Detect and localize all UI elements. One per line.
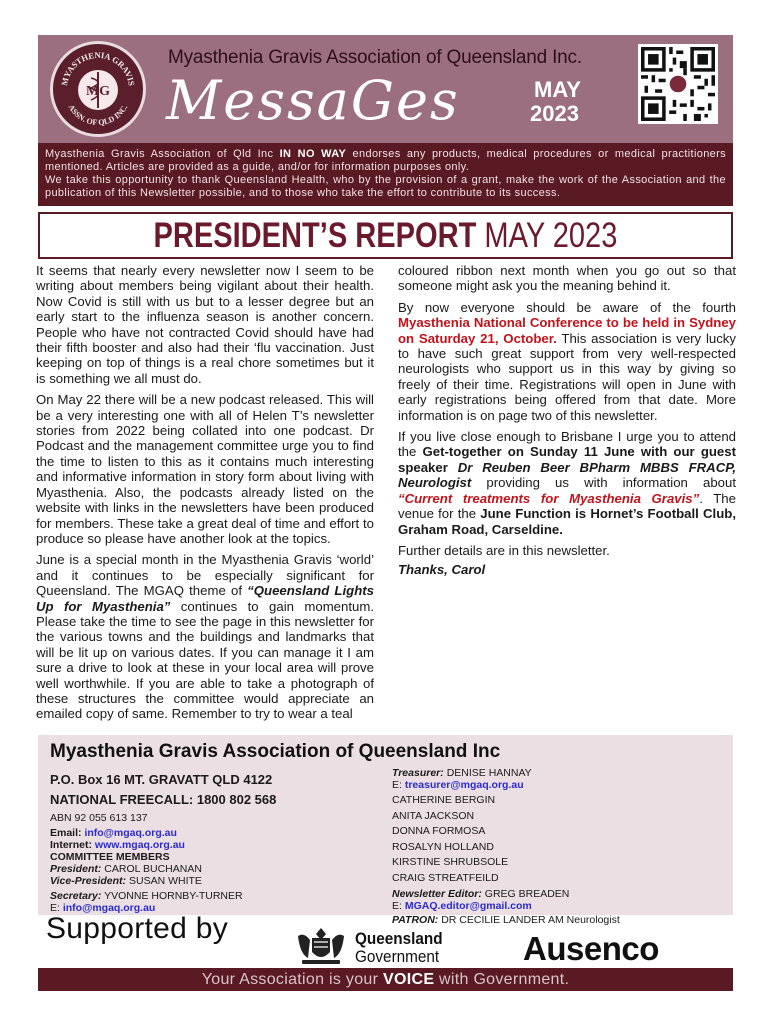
internet-line: Internet: www.mgaq.org.au <box>50 839 185 851</box>
ausenco-logo: Ausenco <box>523 930 659 967</box>
queensland-government-subtitle: Government <box>355 947 440 966</box>
president-line: President: CAROL BUCHANAN <box>50 863 202 875</box>
issue-month: MAY <box>534 77 581 102</box>
page-title: PRESIDENT’S REPORT MAY 2023 <box>153 216 618 255</box>
seal-text-top: MYASTHENIA GRAVIS <box>59 49 137 87</box>
contact-heading: Myasthenia Gravis Association of Queensland Inc <box>50 741 501 762</box>
committee-member: ROSALYN HOLLAND <box>392 840 494 853</box>
po-box: P.O. Box 16 MT. GRAVATT QLD 4122 <box>50 772 273 787</box>
secretary-line: Secretary: YVONNE HORNBY-TURNER <box>50 890 243 902</box>
committee-member: DONNA FORMOSA <box>392 825 486 837</box>
article-column-left <box>36 263 374 722</box>
email-link[interactable]: info@mgaq.org.au <box>84 827 177 839</box>
queensland-government-logo: Queensland <box>355 929 443 948</box>
supported-by: Supported by <box>46 912 229 945</box>
article-paragraph: It seems that nearly every newsletter now I seem to be writing about members being vigilant about their health. Now Covid is still with us but to a lesser degree but an early start to the influenza season is another concern. People who have not contracted Covid should have had their fifth booster and also had their ‘flu vaccination. Just keeping on top of things is a real chore sometimes but it is something we all must do. <box>36 263 374 386</box>
secretary-email-line: E: info@mgaq.org.au <box>50 902 156 914</box>
article-paragraph: June is a special month in the Myasthenia Gravis ‘world’ and it continues to be especially significant for Queensland. The MGAQ theme of “Queensland Lights Up for Myasthenia” continues to gain momentum. Please take the time to see the page in this newsletter for the various towns and the buildings and landmarks that will be lit up on various dates. If you can manage it I am sure a drive to look at these in your local area will prove well worthwhile. If you are able to take a photograph of these structures the committee would appreciate an emailed copy of same. Remember to try to wear a teal <box>36 552 374 722</box>
seal-monogram: MG <box>85 84 111 99</box>
email-line: Email: info@mgaq.org.au <box>50 827 177 839</box>
website-link[interactable]: www.mgaq.org.au <box>94 839 185 851</box>
patron-line: PATRON: DR CECILIE LANDER AM Neurologist <box>392 914 620 926</box>
queensland-crest-icon <box>292 924 350 968</box>
article-paragraph: By now everyone should be aware of the fourth Myasthenia National Conference to be held in Sydney on Saturday 21, October. This association is very lucky to have such great support from very well-respected neurologists who support us in this way by giving so freely of their time. Registrations will open in June with early registrations being offered from that date. More information is on page two of this newsletter. <box>398 299 736 423</box>
article-paragraph: Further details are in this newsletter. <box>398 542 610 558</box>
org-title: Myasthenia Gravis Association of Queensland Inc. <box>168 47 582 68</box>
contact-box <box>38 735 733 926</box>
disclaimer-band <box>38 143 733 206</box>
editor-email-line: E: MGAQ.editor@gmail.com <box>392 900 532 912</box>
editor-email-link[interactable]: MGAQ.editor@gmail.com <box>404 900 532 912</box>
qr-code-icon[interactable] <box>638 44 718 124</box>
article-paragraph-continued: coloured ribbon next month when you go out so that someone might ask you the meaning behind it. <box>398 263 736 294</box>
article-column-right <box>398 263 736 584</box>
seal-text-bottom: ASSN. OF QLD INC. <box>66 103 130 128</box>
committee-heading: COMMITTEE MEMBERS <box>50 851 170 863</box>
contact-right <box>392 767 722 926</box>
treasurer-email-line: E: treasurer@mgaq.org.au <box>392 779 524 791</box>
signoff: Thanks, Carol <box>398 562 486 578</box>
footer-banner: Your Association is your VOICE with Government. <box>38 968 733 991</box>
treasurer-line: Treasurer: DENISE HANNAY <box>392 767 532 779</box>
masthead <box>38 35 733 143</box>
freecall: NATIONAL FREECALL: 1800 802 568 <box>50 792 277 807</box>
committee-member: CATHERINE BERGIN <box>392 794 496 806</box>
treasurer-email-link[interactable]: treasurer@mgaq.org.au <box>404 779 524 791</box>
contact-left <box>50 767 380 914</box>
disclaimer-text: Myasthenia Gravis Association of Qld Inc IN NO WAY endorses any products, medical procedures or medical practitioners mentioned. Articles are provided as a guide, and/or for information purposes only. <box>45 148 727 173</box>
abn: ABN 92 055 613 137 <box>50 812 148 824</box>
association-seal-logo <box>50 41 146 137</box>
seal-emblem-icon <box>53 44 143 134</box>
issue-year: 2023 <box>530 101 579 126</box>
thanks-text: We take this opportunity to thank Queensland Health, who by the provision of a grant, make the work of the Association and the publication of this Newsletter possible, and to those who take the effort to contribute to its success. <box>45 174 726 199</box>
committee-member: CRAIG STREATFEILD <box>392 871 499 884</box>
article-paragraph: If you live close enough to Brisbane I urge you to attend the Get-together on Sunday 11 June with our guest speaker Dr Reuben Beer BPharm MBBS FRACP, Neurologist providing us with information about “Current treatments for Myasthenia Gravis”. The venue for the June Function is Hornet’s Football Club, Graham Road, Carseldine. <box>398 429 736 537</box>
vice-president-line: Vice-President: SUSAN WHITE <box>50 875 202 887</box>
newsletter-name: MessaGes <box>166 69 460 132</box>
article-paragraph: On May 22 there will be a new podcast released. This will be a very interesting one with all of Helen T’s newsletter stories from 2022 being collated into one podcast. Dr Podcast and the management committee urge you to find the time to listen to this as it contains much interesting and informative information in story form about living with Myasthenia. Also, the podcasts already listed on the website with links in the newsletters have been produced for members. These take a great deal of time and effort to produce so please have another look at the topics. <box>36 392 374 546</box>
report-title-box <box>38 212 733 259</box>
editor-line: Newsletter Editor: GREG BREADEN <box>392 888 570 900</box>
committee-member: ANITA JACKSON <box>392 809 475 822</box>
secretary-email-link[interactable]: info@mgaq.org.au <box>62 902 156 914</box>
committee-member: KIRSTINE SHRUBSOLE <box>392 856 509 868</box>
